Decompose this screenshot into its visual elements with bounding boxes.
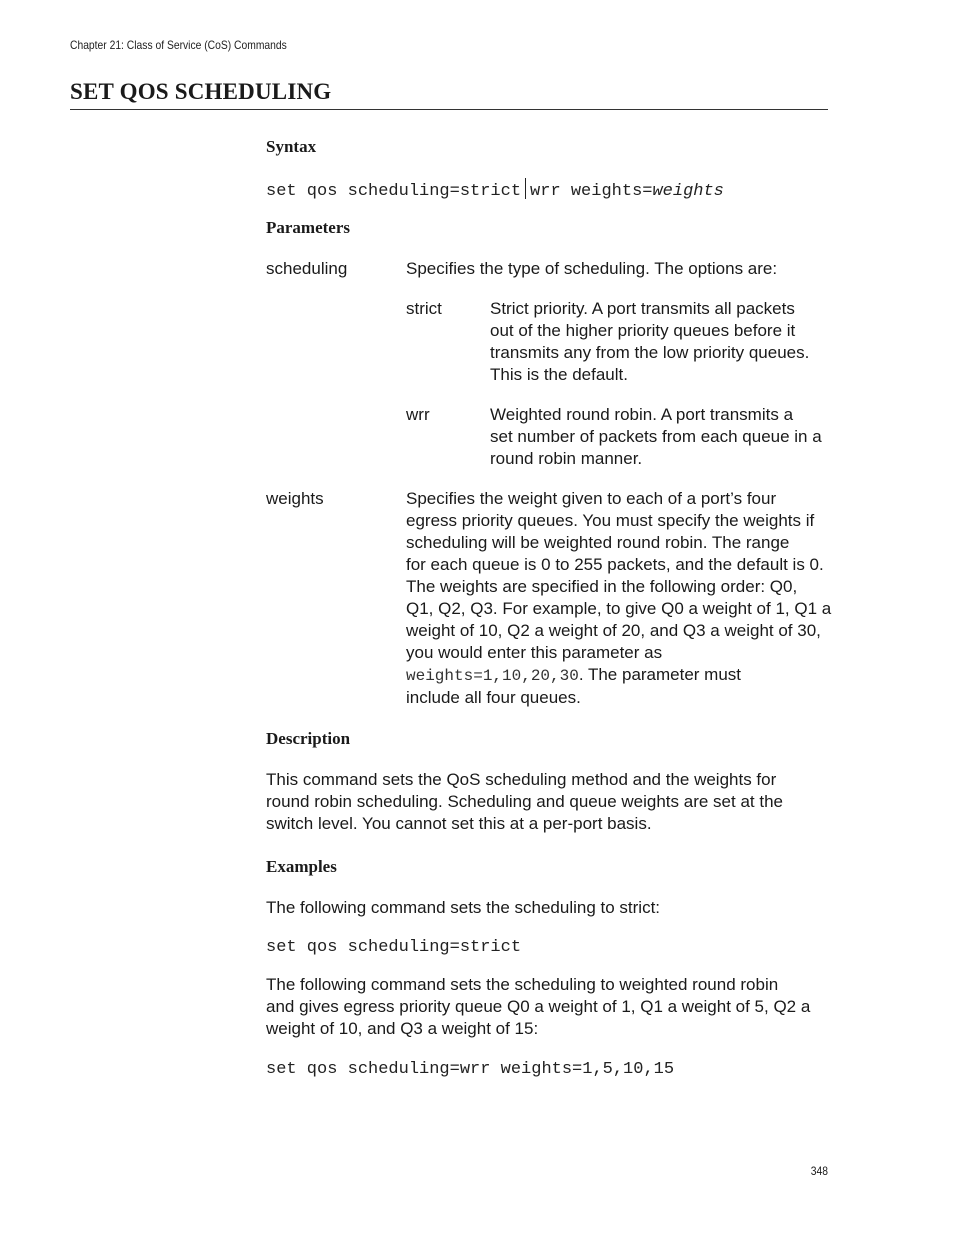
text-line: weight of 10, and Q3 a weight of 15:	[266, 1019, 539, 1038]
weights-example-code: weights=1,10,20,30	[406, 667, 579, 685]
text-line: transmits any from the low priority queues.	[490, 343, 810, 362]
param-scheduling-name: scheduling	[266, 259, 348, 278]
example-2-code: set qos scheduling=wrr weights=1,5,10,15	[266, 1060, 675, 1079]
example-1-intro: The following command sets the scheduling to strict:	[266, 898, 661, 917]
syntax-part-2: wrr weights=	[530, 182, 653, 201]
description-heading: Description	[266, 729, 351, 748]
syntax-weights-var: weights	[652, 182, 724, 201]
text-line: weight of 10, Q2 a weight of 20, and Q3 a weight of 30,	[406, 621, 821, 640]
example-2-intro	[266, 974, 831, 1040]
text-line: include all four queues.	[406, 688, 581, 707]
text-line: round robin scheduling. Scheduling and queue weights are set at the	[266, 792, 783, 811]
text-fragment: . The parameter must	[578, 665, 742, 684]
text-line: Strict priority. A port transmits all packets	[490, 299, 795, 318]
text-line: egress priority queues. You must specify the weights if	[406, 511, 815, 530]
text-line: scheduling will be weighted round robin. The range	[406, 533, 790, 552]
chapter-header: Chapter 21: Class of Service (CoS) Commands	[70, 38, 287, 52]
syntax-pipe	[525, 178, 526, 199]
option-strict-name: strict	[406, 299, 442, 318]
syntax-part-1: set qos scheduling=strict	[266, 182, 522, 201]
text-line: out of the higher priority queues before it	[490, 321, 796, 340]
syntax-heading: Syntax	[266, 137, 317, 156]
syntax-line	[266, 178, 724, 201]
text-line: round robin manner.	[490, 449, 643, 468]
text-line: set number of packets from each queue in a	[490, 427, 822, 446]
param-weights-name: weights	[266, 489, 324, 508]
text-line: The weights are specified in the following order: Q0,	[406, 577, 798, 596]
text-line: This command sets the QoS scheduling method and the weights for	[266, 770, 777, 789]
option-wrr-desc	[490, 404, 822, 470]
example-1-code: set qos scheduling=strict	[266, 938, 522, 957]
text-line: Weighted round robin. A port transmits a	[490, 405, 794, 424]
text-line: switch level. You cannot set this at a per-port basis.	[266, 814, 652, 833]
text-line: Specifies the weight given to each of a port’s four	[406, 489, 777, 508]
parameters-heading: Parameters	[266, 218, 351, 237]
examples-heading: Examples	[266, 857, 337, 876]
page-title: SET QOS SCHEDULING	[70, 79, 332, 104]
text-line: for each queue is 0 to 255 packets, and the default is 0.	[406, 555, 824, 574]
title-divider	[70, 109, 828, 110]
page-number: 348	[810, 1164, 828, 1178]
param-weights-desc	[406, 488, 831, 709]
text-line	[406, 664, 831, 687]
option-strict-desc	[490, 298, 809, 386]
text-line: you would enter this parameter as	[406, 643, 663, 662]
text-line: The following command sets the scheduling to weighted round robin	[266, 975, 779, 994]
description-text	[266, 769, 831, 835]
text-line: Q1, Q2, Q3. For example, to give Q0 a weight of 1, Q1 a	[406, 599, 832, 618]
param-scheduling-desc: Specifies the type of scheduling. The options are:	[406, 259, 778, 278]
option-wrr-name: wrr	[406, 405, 430, 424]
text-line: and gives egress priority queue Q0 a weight of 1, Q1 a weight of 5, Q2 a	[266, 997, 811, 1016]
text-line: This is the default.	[490, 365, 628, 384]
